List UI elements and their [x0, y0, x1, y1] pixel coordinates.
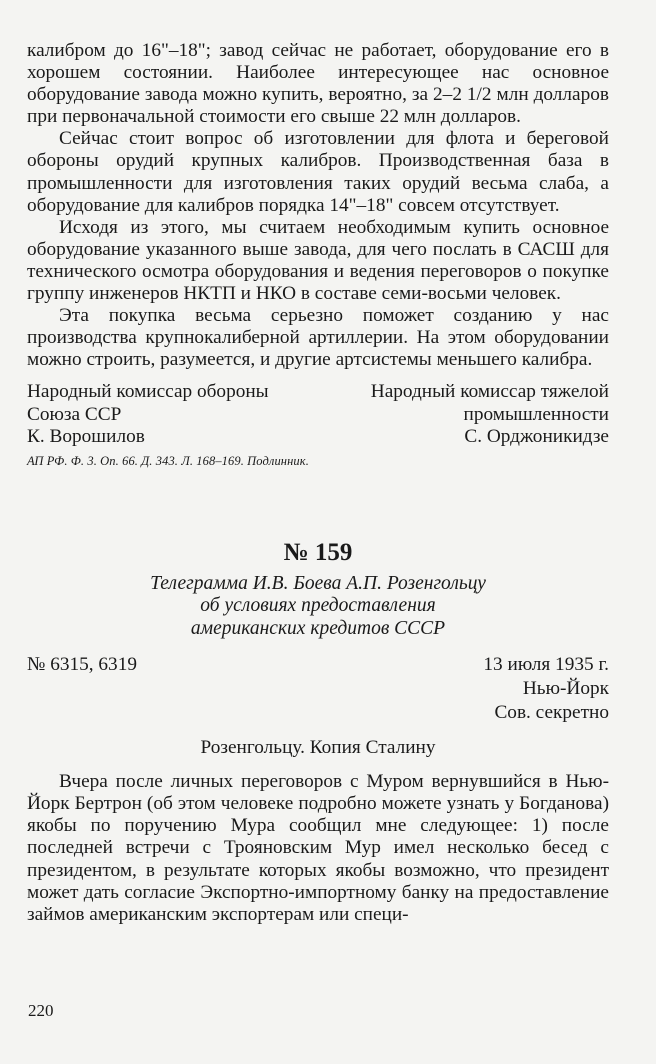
telegram-body: Вчера после личных переговоров с Муром вернувшийся в Нью-Йорк Бертрон (об этом человеке подробно можете узнать у Богданова) якобы по поручению Мура сообщил мне следующее: 1) после последней встречи с Трояновским Мур имел несколько бесед с президентом, в результате которых якобы возможно, что президент может дать согласие Экспортно-импортному банку на предоставление займов американским экспортерам или специ- [27, 771, 609, 925]
classification: Сов. секретно [494, 702, 609, 724]
date-place [483, 653, 609, 725]
signature-right [371, 381, 609, 447]
signature-right-line: промышленности [463, 403, 609, 425]
signature-left-name: К. Ворошилов [27, 425, 145, 447]
document-title [27, 573, 609, 641]
signature-left-line: Народный комиссар обороны [27, 381, 269, 403]
page-number: 220 [28, 1001, 54, 1020]
date: 13 июля 1935 г. [483, 654, 609, 676]
document-number: № 159 [283, 538, 353, 566]
telegram-numbers: № 6315, 6319 [27, 654, 137, 676]
signature-block [27, 381, 609, 447]
signature-right-name: С. Орджоникидзе [464, 425, 609, 447]
archive-source: АП РФ. Ф. 3. Оп. 66. Д. 343. Л. 168–169. Подлинник. [27, 453, 309, 468]
signature-left-line: Союза ССР [27, 403, 122, 425]
paragraph-1: калибром до 16"–18"; завод сейчас не работает, оборудование его в хорошем состоянии. Наиболее интересующее нас основное оборудование завода можно купить, вероятно, за 2–2 1/2 млн долларов при первоначальной стоимости его свыше 22 млн долларов. [27, 40, 609, 128]
signature-right-line: Народный комиссар тяжелой [370, 381, 609, 403]
title-line: об условиях предоставления [200, 595, 436, 617]
title-line: американских кредитов СССР [190, 617, 446, 639]
paragraph-4: Эта покупка весьма серьезно поможет созданию у нас производства крупнокалиберной артиллерии. На этом оборудовании можно строить, разумеется, и другие артсистемы меньшего калибра. [27, 305, 609, 371]
signature-left [27, 381, 269, 447]
place: Нью-Йорк [522, 678, 609, 700]
paragraph-3: Исходя из этого, мы считаем необходимым купить основное оборудование указанного выше завода, для чего послать в САСШ для технического осмотра оборудования и ведения переговоров о покупке группу инженеров НКТП и НКО в составе семи-восьми человек. [27, 216, 609, 305]
telegram-meta [27, 653, 609, 725]
paragraph-2: Сейчас стоит вопрос об изготовлении для флота и береговой обороны орудий крупных калибров. Производственная база в промышленности для изготовления таких орудий весьма слаба, а оборудование для калибров порядка 14"–18" совсем отсутствует. [27, 128, 609, 216]
addressee: Розенгольцу. Копия Сталину [200, 737, 436, 759]
document-page [27, 40, 609, 926]
title-line: Телеграмма И.В. Боева А.П. Розенгольцу [150, 572, 486, 594]
